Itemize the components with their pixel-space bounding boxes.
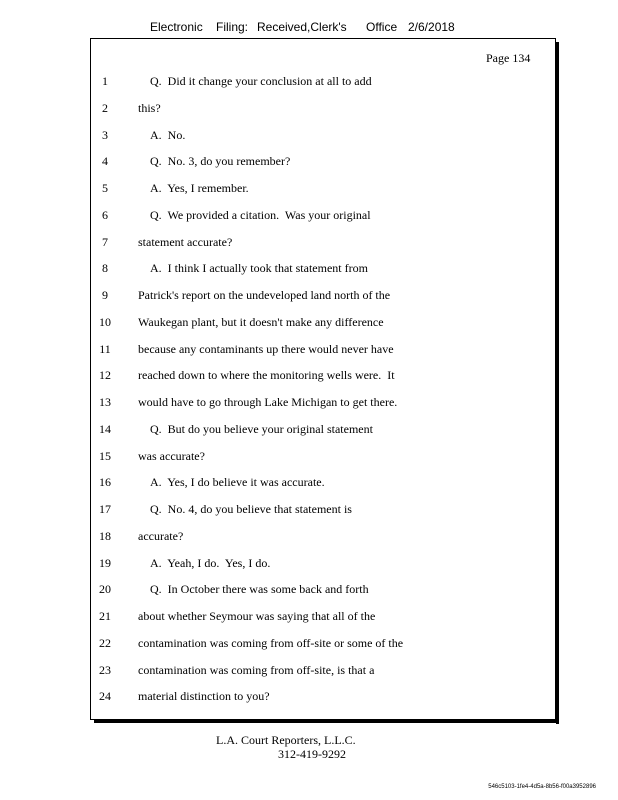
transcript-line bbox=[0, 261, 618, 279]
line-text: Q. Did it change your conclusion at all to add bbox=[150, 74, 372, 88]
line-text: contamination was coming from off-site, is that a bbox=[138, 662, 375, 677]
header-word-date: 2/6/2018 bbox=[408, 20, 455, 34]
transcript-line bbox=[0, 609, 618, 627]
transcript-line bbox=[0, 154, 618, 172]
line-number: 1 bbox=[102, 74, 108, 88]
line-number: 22 bbox=[99, 635, 111, 650]
page-frame-shadow-bottom bbox=[94, 720, 559, 723]
transcript-line bbox=[0, 315, 618, 333]
header-word-electronic: Electronic bbox=[150, 20, 203, 34]
line-number: 21 bbox=[99, 609, 111, 623]
line-number: 2 bbox=[102, 100, 108, 115]
transcript-line bbox=[0, 181, 618, 199]
line-text: Q. We provided a citation. Was your original bbox=[150, 207, 371, 222]
line-number: 7 bbox=[102, 234, 108, 249]
document-id: 546c5103-1fe4-4d5a-8b56-f00a3952896 bbox=[488, 784, 596, 790]
line-number: 15 bbox=[99, 448, 111, 463]
line-number: 16 bbox=[99, 475, 111, 490]
line-number: 13 bbox=[99, 395, 111, 409]
transcript-line bbox=[0, 101, 618, 119]
header-word-office: Office bbox=[366, 20, 398, 34]
header-word-filing: Filing: bbox=[216, 20, 249, 34]
transcript-line bbox=[0, 128, 618, 146]
header-word-received: Received,Clerk's bbox=[257, 20, 347, 34]
line-text: about whether Seymour was saying that all of the bbox=[138, 609, 376, 623]
footer-phone: 312-419-9292 bbox=[278, 747, 346, 761]
transcript-line bbox=[0, 556, 618, 574]
line-number: 4 bbox=[102, 154, 108, 169]
transcript-line bbox=[0, 422, 618, 440]
line-text: material distinction to you? bbox=[138, 689, 270, 704]
footer-company: L.A. Court Reporters, L.L.C. bbox=[216, 733, 356, 747]
line-number: 3 bbox=[102, 127, 108, 142]
line-text: Q. No. 3, do you remember? bbox=[150, 154, 291, 169]
page-number: Page 134 bbox=[486, 51, 531, 65]
transcript-line bbox=[0, 74, 618, 92]
line-number: 18 bbox=[99, 528, 111, 543]
transcript-line bbox=[0, 663, 618, 681]
transcript-line bbox=[0, 582, 618, 600]
line-text: because any contaminants up there would never have bbox=[138, 341, 394, 356]
line-text: A. Yes, I do believe it was accurate. bbox=[150, 475, 325, 490]
line-number: 14 bbox=[99, 421, 111, 436]
line-text: Waukegan plant, but it doesn't make any difference bbox=[138, 314, 384, 329]
line-number: 20 bbox=[99, 582, 111, 597]
line-text: A. Yes, I remember. bbox=[150, 181, 249, 195]
transcript-line bbox=[0, 342, 618, 360]
line-number: 11 bbox=[99, 341, 111, 356]
transcript-line bbox=[0, 449, 618, 467]
transcript-line bbox=[0, 288, 618, 306]
line-number: 10 bbox=[99, 314, 111, 329]
line-text: statement accurate? bbox=[138, 234, 233, 249]
line-number: 9 bbox=[102, 288, 108, 302]
transcript-line bbox=[0, 208, 618, 226]
transcript-line bbox=[0, 529, 618, 547]
filing-stamp-header bbox=[0, 20, 618, 38]
transcript-line bbox=[0, 395, 618, 413]
transcript-line bbox=[0, 368, 618, 386]
line-text: A. Yeah, I do. Yes, I do. bbox=[150, 555, 271, 570]
line-text: would have to go through Lake Michigan to get there. bbox=[138, 395, 398, 409]
transcript-line bbox=[0, 636, 618, 654]
transcript-line bbox=[0, 689, 618, 707]
line-number: 19 bbox=[99, 555, 111, 570]
line-text: accurate? bbox=[138, 528, 184, 543]
transcript-line bbox=[0, 475, 618, 493]
line-number: 12 bbox=[99, 368, 111, 383]
line-text: Q. No. 4, do you believe that statement is bbox=[150, 502, 352, 516]
line-number: 8 bbox=[102, 261, 108, 276]
line-number: 6 bbox=[102, 207, 108, 222]
transcript-line bbox=[0, 235, 618, 253]
line-text: contamination was coming from off-site or some of the bbox=[138, 635, 404, 650]
transcript-line bbox=[0, 502, 618, 520]
line-number: 24 bbox=[99, 689, 111, 704]
line-number: 23 bbox=[99, 662, 111, 677]
line-number: 5 bbox=[102, 181, 108, 195]
line-text: was accurate? bbox=[138, 448, 205, 463]
line-number: 17 bbox=[99, 502, 111, 516]
line-text: A. No. bbox=[150, 127, 186, 142]
line-text: this? bbox=[138, 100, 161, 115]
line-text: Patrick's report on the undeveloped land north of the bbox=[138, 288, 391, 302]
line-text: Q. But do you believe your original statement bbox=[150, 421, 373, 436]
line-text: A. I think I actually took that statement from bbox=[150, 261, 368, 276]
line-text: reached down to where the monitoring wells were. It bbox=[138, 368, 395, 383]
line-text: Q. In October there was some back and forth bbox=[150, 582, 369, 597]
